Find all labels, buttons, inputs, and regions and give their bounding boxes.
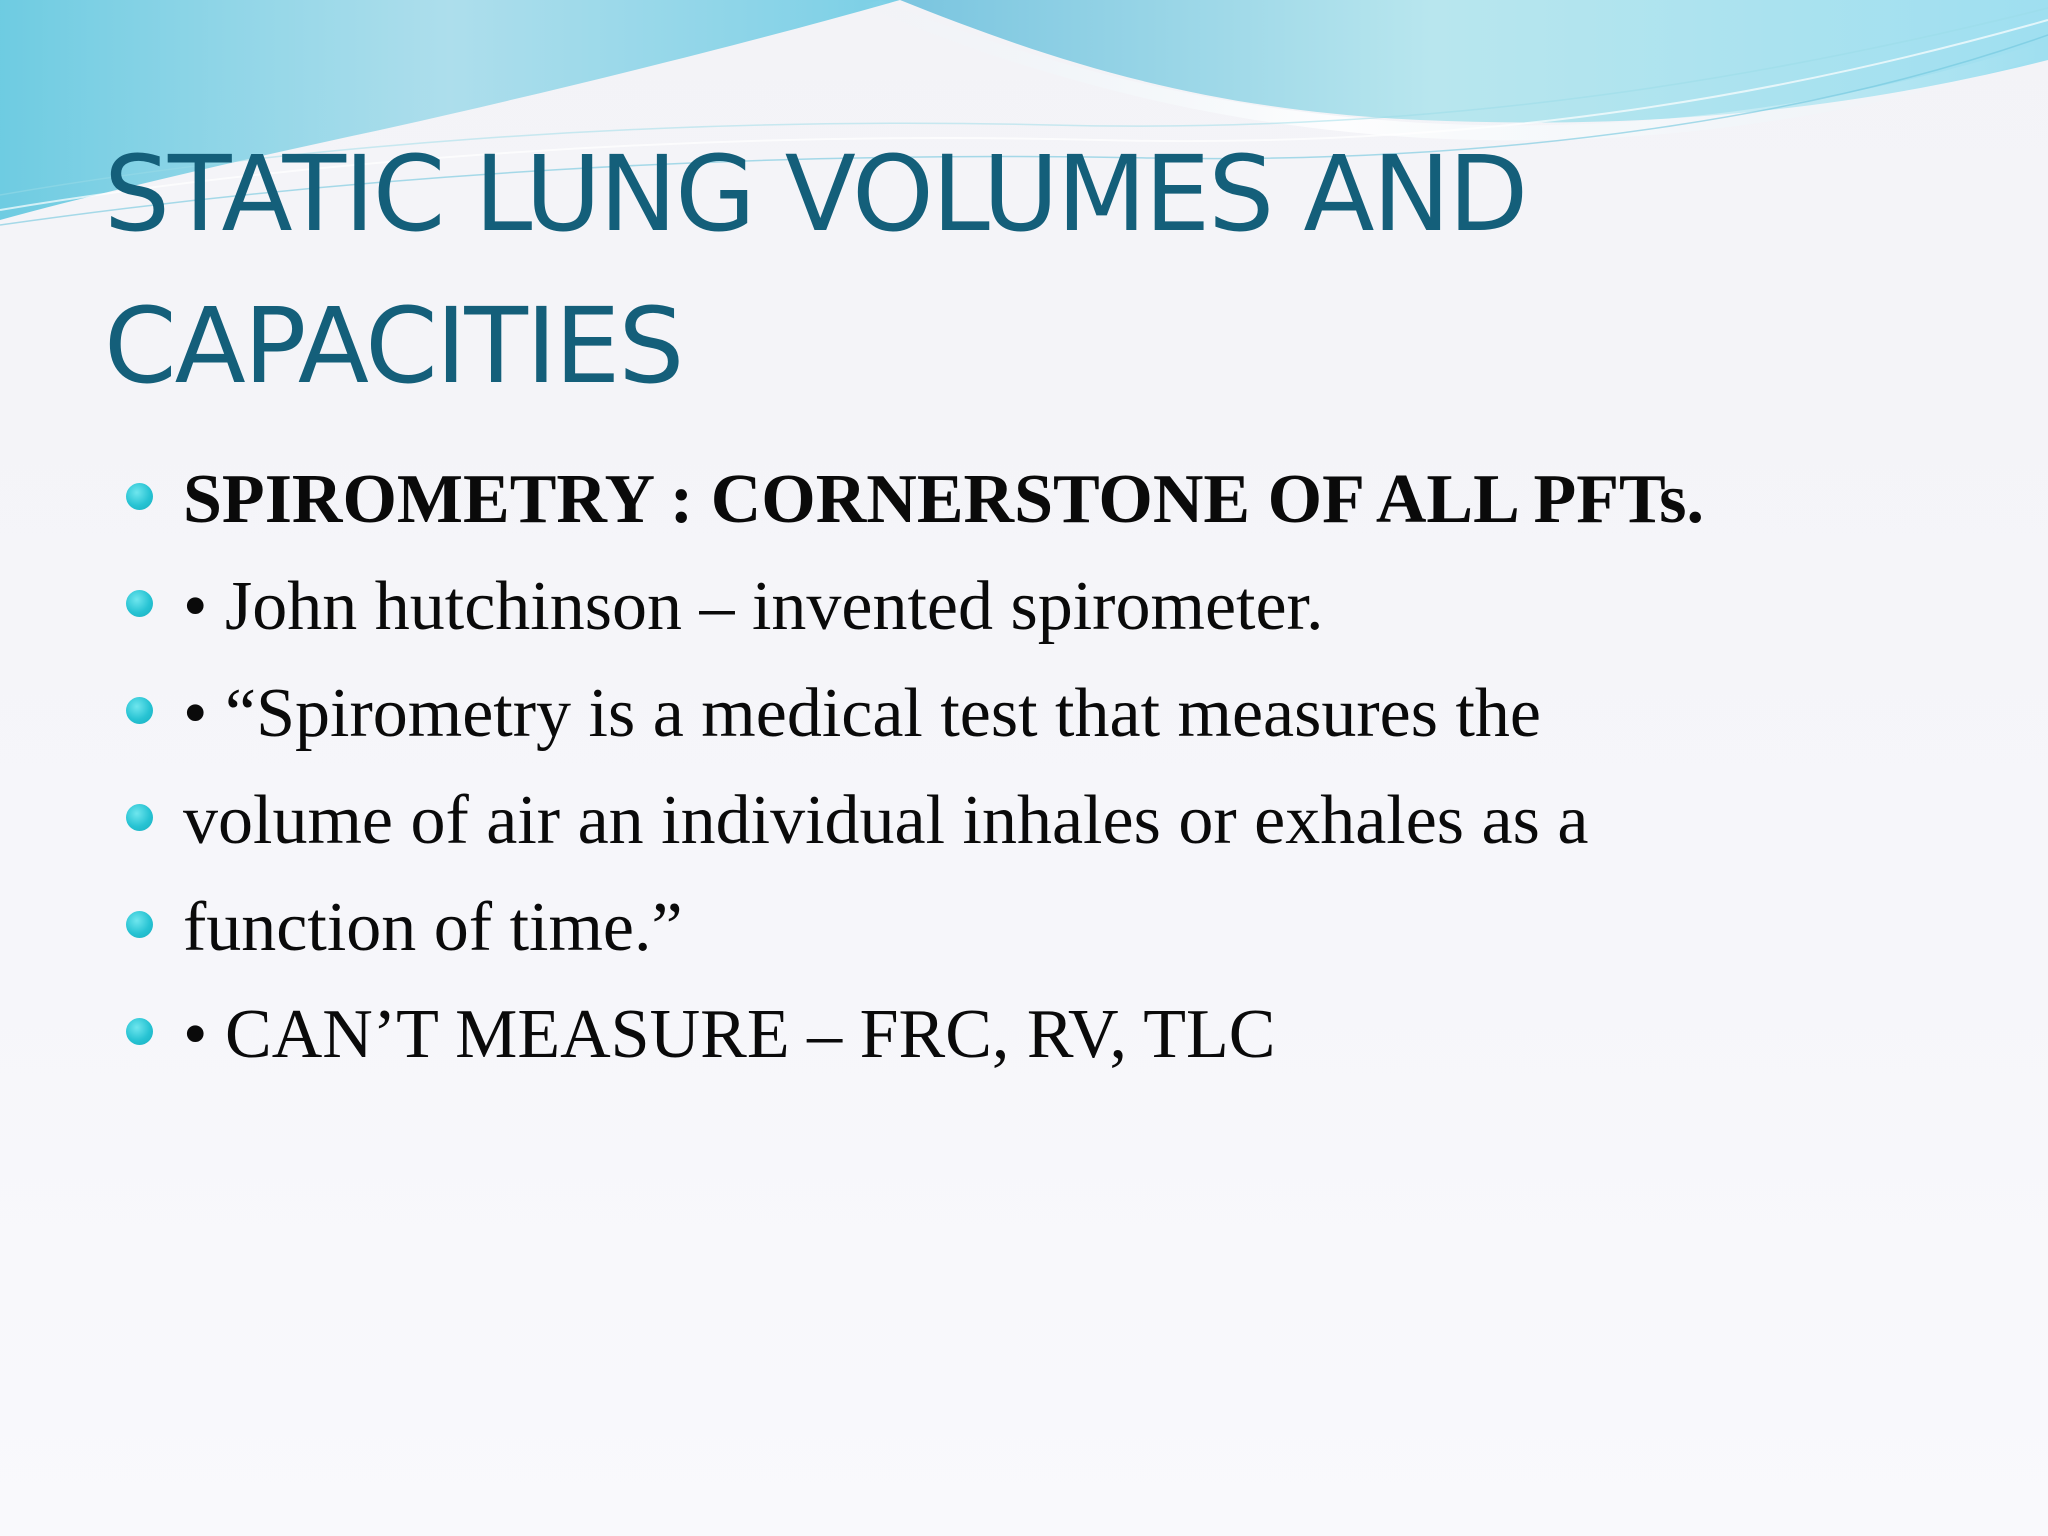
bullet-marker-icon: [126, 804, 153, 831]
bullet-item: [126, 553, 2006, 660]
bullet-item: [126, 767, 2006, 874]
bullet-item: [126, 660, 2006, 767]
bullet-marker-icon: [126, 483, 153, 510]
bullet-text: volume of air an individual inhales or exhales as a: [183, 781, 1589, 859]
bullet-text: • “Spirometry is a medical test that measures the: [183, 674, 1541, 752]
bullet-item: [126, 446, 2006, 553]
bullet-marker-icon: [126, 1018, 153, 1045]
slide-title: [104, 118, 1904, 422]
bullet-text: function of time.”: [183, 888, 683, 966]
bullet-marker-icon: [126, 911, 153, 938]
bullet-item: [126, 981, 2006, 1088]
bullet-text: • John hutchinson – invented spirometer.: [183, 567, 1324, 645]
bullet-text: • CAN’T MEASURE – FRC, RV, TLC: [183, 995, 1276, 1073]
slide-title-line-2: CAPACITIES: [104, 285, 683, 407]
bullet-text: SPIROMETRY : CORNERSTONE OF ALL PFTs.: [183, 460, 1704, 538]
bullet-item: [126, 874, 2006, 981]
bullet-marker-icon: [126, 697, 153, 724]
bullet-marker-icon: [126, 590, 153, 617]
slide-title-line-1: STATIC LUNG VOLUMES AND: [104, 133, 1527, 255]
bullet-list: [126, 446, 2006, 1088]
